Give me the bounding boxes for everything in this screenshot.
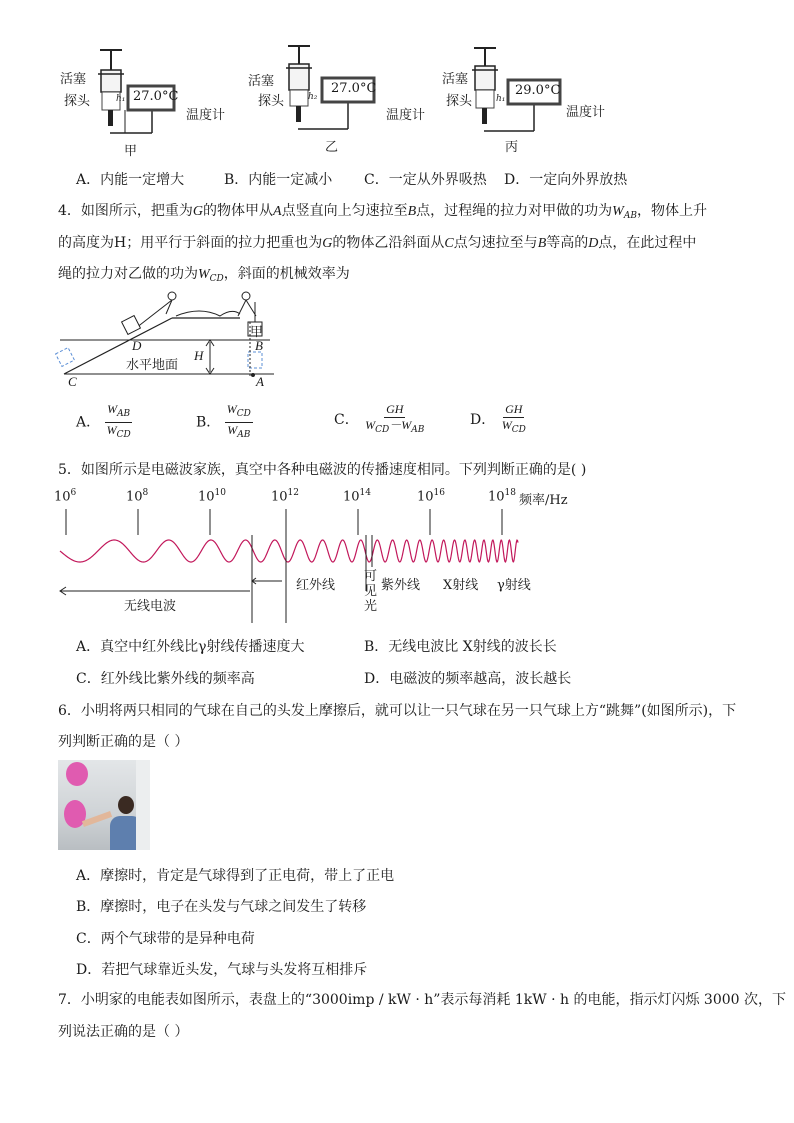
q4-option-a: A． $\frac{W_{AB}}{W_{CD}}$	[76, 402, 131, 440]
q5-option-c: C．红外线比紫外线的频率高	[76, 671, 255, 687]
q5-wave	[60, 540, 518, 562]
q3-option-b: B．内能一定减小	[224, 172, 333, 188]
q7-stem-line2: 列说法正确的是（ ）	[58, 1024, 189, 1040]
q3-yi-piston-label: 活塞	[248, 74, 275, 89]
q4-diagram-ground-label: 水平地面	[126, 358, 179, 373]
q5-tick-label-10: $10^{10}$	[198, 488, 226, 505]
q3-yi-caption: 乙	[325, 140, 339, 155]
q6-option-b: B．摩擦时，电子在头发与气球之间发生了转移	[76, 899, 367, 915]
q3-bing-thermometer-label: 温度计	[566, 105, 606, 120]
q4-option-d: D． $\frac{GH}{W_{CD}}$	[470, 402, 526, 435]
q4-diagram-label-B: B	[255, 338, 263, 353]
q3-option-c: C．一定从外界吸热	[364, 172, 487, 188]
q5-option-b: B．无线电波比 X射线的波长长	[364, 639, 557, 655]
q3-yi-h-label: h₂	[308, 92, 318, 102]
q5-tick-label-12: $10^{12}$	[271, 488, 299, 505]
q5-tick-label-16: $10^{16}$	[417, 488, 445, 505]
q6-stem-line1: 6．小明将两只相同的气球在自己的头发上摩擦后，就可以让一只气球在另一只气球上方“跳舞”(如图所示)，下	[58, 703, 737, 719]
q5-spectrum-diagram	[50, 505, 530, 635]
q4-diagram-label-D: D	[132, 338, 142, 353]
q5-band-visible: 可见光	[364, 569, 378, 614]
q4-diagram-label-C: C	[68, 374, 77, 389]
q3-option-a: A．内能一定增大	[76, 172, 185, 188]
q3-jia-thermometer-label: 温度计	[186, 108, 226, 123]
q3-bing-probe-label: 探头	[446, 94, 473, 109]
q3-jia-caption: 甲	[124, 144, 138, 159]
q5-band-xray: X射线	[443, 578, 479, 593]
q6-option-d: D．若把气球靠近头发，气球与头发将互相排斥	[76, 962, 368, 978]
q5-tick-label-14: $10^{14}$	[343, 488, 371, 505]
q3-jia-piston-label: 活塞	[60, 72, 87, 87]
q5-band-radio: 无线电波	[124, 599, 177, 614]
q4-diagram-label-A: A	[256, 374, 264, 389]
q3-bing-piston-label: 活塞	[442, 72, 469, 87]
q6-option-c: C．两个气球带的是异种电荷	[76, 931, 255, 947]
q3-jia-probe-label: 探头	[64, 94, 91, 109]
q4-stem-line3: 绳的拉力对乙做的功为$W_{CD}$，斜面的机械效率为	[58, 266, 350, 284]
q4-diagram-label-H: H	[194, 348, 204, 363]
q4-stem-line1: 4．如图所示，把重为G的物体甲从A点竖直向上匀速拉至B点，过程绳的拉力对甲做的功为$W_{AB}$，物体上升	[58, 203, 707, 221]
q4-option-b: B． $\frac{W_{CD}}{W_{AB}}$	[196, 402, 251, 440]
q7-stem-line1: 7．小明家的电能表如图所示，表盘上的“3000imp / kW · h”表示每消耗 1kW · h 的电能，指示灯闪烁 3000 次，下	[58, 992, 786, 1008]
q3-bing-caption: 丙	[505, 140, 519, 155]
q5-tick-label-8: $10^8$	[126, 488, 149, 505]
q5-band-infrared: 红外线	[296, 578, 336, 593]
q6-balloon-photo	[58, 760, 150, 850]
q4-stem-line2: 的高度为H；用平行于斜面的拉力把重也为G的物体乙沿斜面从C点匀速拉至与B等高的D点，在此过程中	[58, 235, 697, 251]
q5-axis-unit: 频率/Hz	[519, 493, 568, 508]
q6-stem-line2: 列判断正确的是（ ）	[58, 734, 189, 750]
q4-diagram-label-jia: 甲	[250, 325, 264, 340]
q5-band-uv: 紫外线	[381, 578, 421, 593]
q6-option-a: A．摩擦时，肯定是气球得到了正电荷，带上了正电	[76, 868, 395, 884]
q5-option-a: A．真空中红外线比γ射线传播速度大	[76, 639, 305, 655]
q3-yi-probe-label: 探头	[258, 94, 285, 109]
q3-yi-temp: 27.0°C	[331, 81, 377, 96]
q3-jia-temp: 27.0°C	[133, 89, 179, 104]
q3-option-d: D．一定向外界放热	[504, 172, 628, 188]
q5-stem: 5．如图所示是电磁波家族，真空中各种电磁波的传播速度相同。下列判断正确的是( )	[58, 462, 587, 478]
q3-bing-temp: 29.0°C	[515, 83, 561, 98]
q5-tick-label-6: $10^6$	[54, 488, 77, 505]
q5-band-gamma: γ射线	[497, 578, 531, 593]
q3-yi-thermometer-label: 温度计	[386, 108, 426, 123]
q4-option-c: C． $\frac{GH}{W_{CD}-W_{AB}}$	[334, 402, 425, 435]
q3-jia-h-label: h₁	[116, 94, 126, 104]
q3-bing-h-label: h₁	[496, 94, 506, 104]
q5-option-d: D．电磁波的频率越高，波长越长	[364, 671, 572, 687]
q5-tick-label-18: $10^{18}$	[488, 488, 516, 505]
